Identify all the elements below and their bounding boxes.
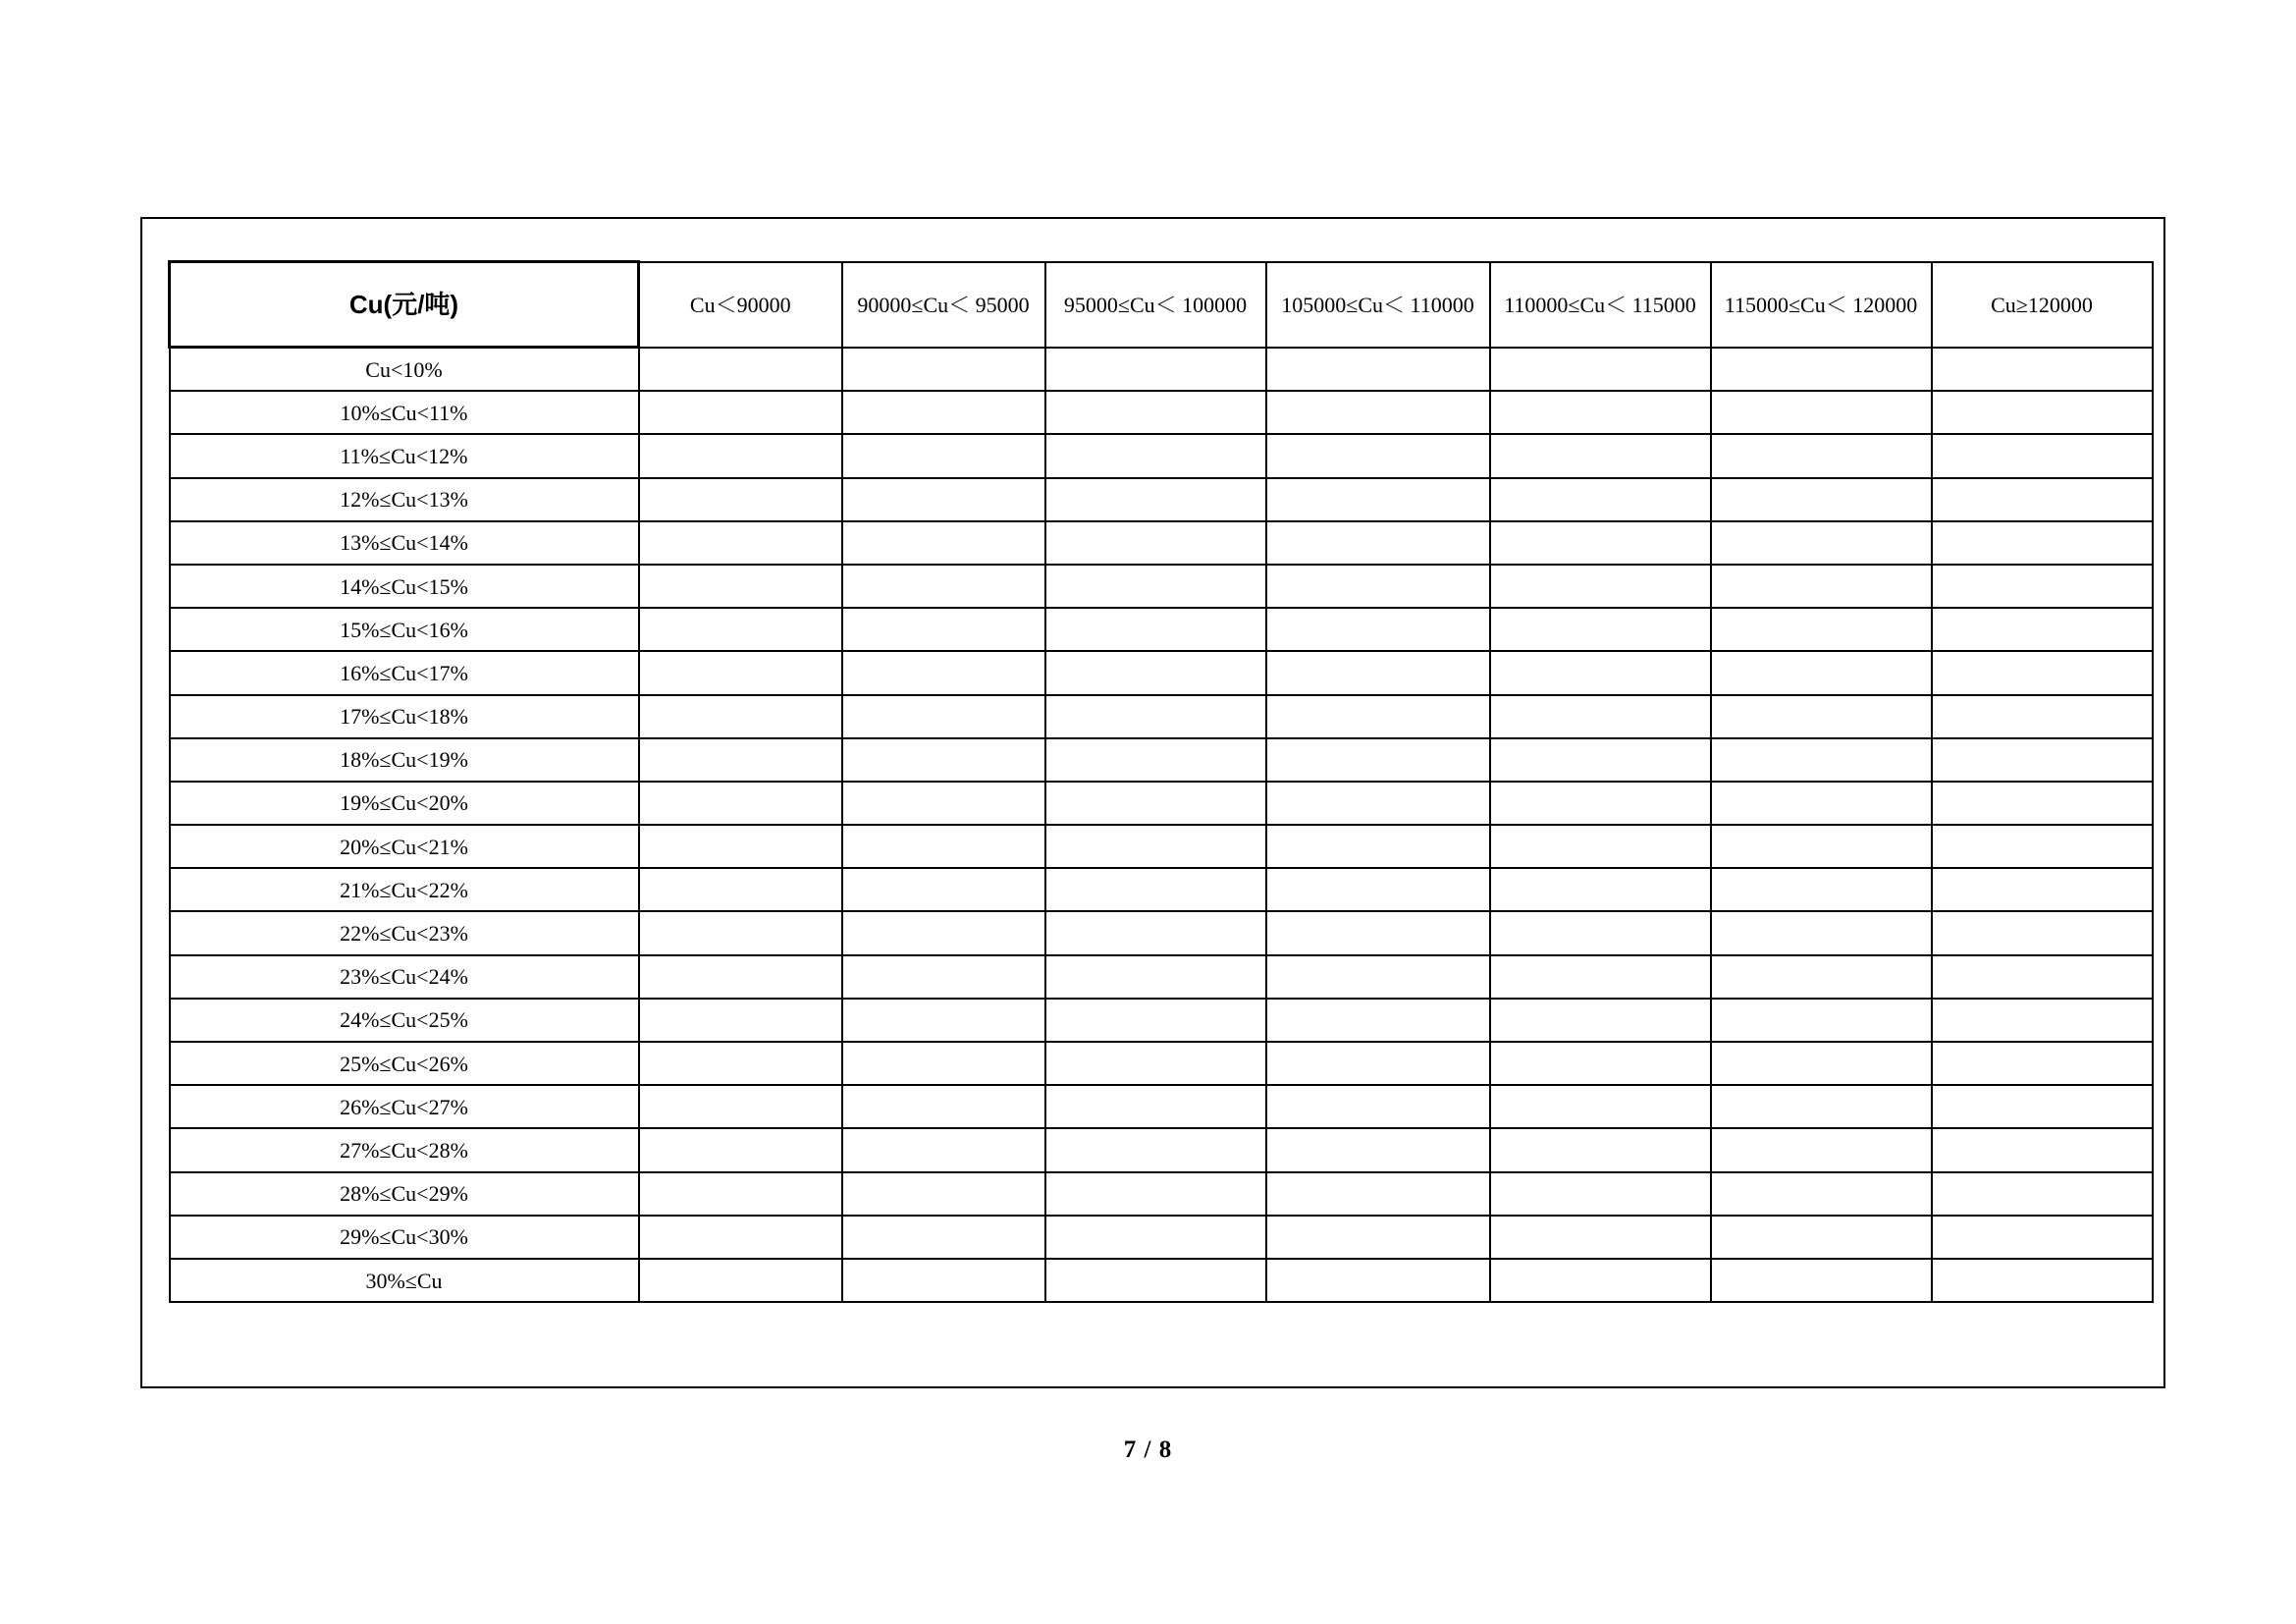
table-cell <box>1932 868 2153 911</box>
table-cell <box>1490 521 1711 565</box>
table-cell <box>1045 695 1266 738</box>
table-cell <box>1932 911 2153 954</box>
grade-row-label: 18%≤Cu<19% <box>170 738 639 782</box>
table-cell <box>1932 391 2153 434</box>
table-cell <box>1490 738 1711 782</box>
table-row <box>170 911 2153 954</box>
table-cell <box>842 955 1045 999</box>
table-cell <box>1266 1216 1490 1259</box>
table-row <box>170 391 2153 434</box>
table-row <box>170 868 2153 911</box>
table-cell <box>1490 911 1711 954</box>
table-cell <box>842 911 1045 954</box>
table-cell <box>842 782 1045 825</box>
table-cell <box>1045 738 1266 782</box>
table-cell <box>1266 911 1490 954</box>
table-cell <box>1490 651 1711 694</box>
grade-row-label: 22%≤Cu<23% <box>170 911 639 954</box>
table-row <box>170 955 2153 999</box>
table-cell <box>1045 955 1266 999</box>
table-cell <box>1711 1216 1932 1259</box>
table-cell <box>1045 868 1266 911</box>
table-cell <box>1932 651 2153 694</box>
table-cell <box>639 911 842 954</box>
table-cell <box>842 391 1045 434</box>
grade-row-label: 13%≤Cu<14% <box>170 521 639 565</box>
table-row <box>170 1216 2153 1259</box>
table-cell <box>1490 348 1711 392</box>
table-cell <box>639 1042 842 1085</box>
grade-row-label: 26%≤Cu<27% <box>170 1085 639 1128</box>
table-cell <box>639 782 842 825</box>
table-cell <box>1266 782 1490 825</box>
table-cell <box>1045 825 1266 868</box>
table-cell <box>1490 782 1711 825</box>
table-cell <box>1266 1172 1490 1216</box>
table-cell <box>1490 1128 1711 1171</box>
grade-row-label: 23%≤Cu<24% <box>170 955 639 999</box>
price-column-header: 105000≤Cu＜ 110000 <box>1266 262 1490 348</box>
table-cell <box>1266 1259 1490 1302</box>
table-cell <box>639 1128 842 1171</box>
table-cell <box>1045 478 1266 521</box>
table-cell <box>842 1042 1045 1085</box>
table-cell <box>842 434 1045 477</box>
table-cell <box>1266 868 1490 911</box>
table-row <box>170 1259 2153 1302</box>
grade-row-label: 21%≤Cu<22% <box>170 868 639 911</box>
price-column-header: 110000≤Cu＜ 115000 <box>1490 262 1711 348</box>
table-cell <box>1711 521 1932 565</box>
table-cell <box>1490 1042 1711 1085</box>
table-cell <box>1711 825 1932 868</box>
table-cell <box>1266 999 1490 1042</box>
grade-row-label: 19%≤Cu<20% <box>170 782 639 825</box>
table-cell <box>1711 1085 1932 1128</box>
table-cell <box>1490 608 1711 651</box>
table-row <box>170 695 2153 738</box>
table-cell <box>1932 738 2153 782</box>
table-cell <box>1490 825 1711 868</box>
table-cell <box>1045 1172 1266 1216</box>
table-cell <box>639 695 842 738</box>
table-cell <box>1045 565 1266 608</box>
table-cell <box>639 348 842 392</box>
table-cell <box>1711 434 1932 477</box>
table-cell <box>1045 782 1266 825</box>
table-cell <box>639 391 842 434</box>
table-cell <box>842 999 1045 1042</box>
table-cell <box>1932 955 2153 999</box>
grade-row-label: 24%≤Cu<25% <box>170 999 639 1042</box>
grade-row-label: 10%≤Cu<11% <box>170 391 639 434</box>
table-cell <box>842 521 1045 565</box>
table-cell <box>639 738 842 782</box>
table-cell <box>639 521 842 565</box>
grade-row-label: 16%≤Cu<17% <box>170 651 639 694</box>
table-cell <box>1266 651 1490 694</box>
table-cell <box>1932 565 2153 608</box>
table-cell <box>1932 478 2153 521</box>
grade-row-label: 15%≤Cu<16% <box>170 608 639 651</box>
table-cell <box>1932 434 2153 477</box>
table-cell <box>1711 782 1932 825</box>
grade-row-label: 20%≤Cu<21% <box>170 825 639 868</box>
table-body <box>170 348 2153 1303</box>
table-cell <box>1490 1085 1711 1128</box>
table-cell <box>1266 565 1490 608</box>
table-cell <box>1490 868 1711 911</box>
table-row <box>170 738 2153 782</box>
grade-row-label: 17%≤Cu<18% <box>170 695 639 738</box>
table-row <box>170 1042 2153 1085</box>
table-cell <box>639 999 842 1042</box>
table-cell <box>1490 1259 1711 1302</box>
table-cell <box>1045 608 1266 651</box>
page-number: 7 / 8 <box>1123 1436 1173 1463</box>
table-row <box>170 825 2153 868</box>
table-cell <box>1045 434 1266 477</box>
table-cell <box>1490 1216 1711 1259</box>
table-cell <box>1045 391 1266 434</box>
copper-price-grade-table <box>168 260 2154 1303</box>
table-cell <box>1711 1128 1932 1171</box>
table-cell <box>842 825 1045 868</box>
table-cell <box>1266 521 1490 565</box>
table-cell <box>1045 1085 1266 1128</box>
table-cell <box>842 565 1045 608</box>
table-cell <box>1932 1259 2153 1302</box>
table-cell <box>1490 695 1711 738</box>
table-cell <box>1711 608 1932 651</box>
table-cell <box>639 868 842 911</box>
grade-row-label: 14%≤Cu<15% <box>170 565 639 608</box>
table-cell <box>1490 478 1711 521</box>
table-cell <box>1045 348 1266 392</box>
table-cell <box>639 608 842 651</box>
table-cell <box>1045 1259 1266 1302</box>
table-row <box>170 1172 2153 1216</box>
table-row <box>170 521 2153 565</box>
table-cell <box>1490 955 1711 999</box>
price-column-header: 95000≤Cu＜ 100000 <box>1045 262 1266 348</box>
table-cell <box>1266 434 1490 477</box>
table-row <box>170 999 2153 1042</box>
grade-row-label: 29%≤Cu<30% <box>170 1216 639 1259</box>
table-cell <box>1045 911 1266 954</box>
table-cell <box>1711 738 1932 782</box>
table-cell <box>639 1216 842 1259</box>
table-row <box>170 608 2153 651</box>
grade-row-label: 28%≤Cu<29% <box>170 1172 639 1216</box>
table-row <box>170 434 2153 477</box>
table-cell <box>842 1128 1045 1171</box>
table-row <box>170 651 2153 694</box>
table-cell <box>1932 999 2153 1042</box>
table-cell <box>639 478 842 521</box>
table-cell <box>1932 1216 2153 1259</box>
table-cell <box>1490 999 1711 1042</box>
table-cell <box>842 1172 1045 1216</box>
table-cell <box>1490 391 1711 434</box>
table-cell <box>1932 825 2153 868</box>
table-cell <box>842 478 1045 521</box>
table-cell <box>842 868 1045 911</box>
table-cell <box>639 565 842 608</box>
table-cell <box>1711 911 1932 954</box>
table-row <box>170 1128 2153 1171</box>
table-cell <box>1045 999 1266 1042</box>
table-cell <box>1266 478 1490 521</box>
table-cell <box>1711 565 1932 608</box>
table-cell <box>639 955 842 999</box>
corner-header: Cu(元/吨) <box>170 262 639 348</box>
table-row <box>170 1085 2153 1128</box>
price-column-header: Cu≥120000 <box>1932 262 2153 348</box>
table-cell <box>1932 1042 2153 1085</box>
table-cell <box>639 651 842 694</box>
table-cell <box>639 1085 842 1128</box>
table-cell <box>1266 348 1490 392</box>
table-cell <box>1266 825 1490 868</box>
table-cell <box>1711 1259 1932 1302</box>
table-cell <box>1045 1128 1266 1171</box>
table-cell <box>639 1172 842 1216</box>
table-cell <box>1711 999 1932 1042</box>
table-cell <box>842 738 1045 782</box>
table-cell <box>1711 391 1932 434</box>
table-cell <box>1932 1172 2153 1216</box>
table-cell <box>1266 1085 1490 1128</box>
table-cell <box>1711 955 1932 999</box>
table-cell <box>1711 1042 1932 1085</box>
table-cell <box>1266 955 1490 999</box>
table-cell <box>1045 521 1266 565</box>
table-row <box>170 348 2153 392</box>
grade-row-label: 12%≤Cu<13% <box>170 478 639 521</box>
grade-row-label: 30%≤Cu <box>170 1259 639 1302</box>
table-cell <box>1045 1042 1266 1085</box>
table-cell <box>1490 1172 1711 1216</box>
price-column-header: 115000≤Cu＜ 120000 <box>1711 262 1932 348</box>
grade-row-label: 25%≤Cu<26% <box>170 1042 639 1085</box>
table-cell <box>1266 738 1490 782</box>
table-cell <box>1711 868 1932 911</box>
table-cell <box>1711 1172 1932 1216</box>
table-cell <box>1932 695 2153 738</box>
table-cell <box>639 434 842 477</box>
table-cell <box>1266 695 1490 738</box>
table-cell <box>639 825 842 868</box>
table-cell <box>1045 1216 1266 1259</box>
table-cell <box>1932 521 2153 565</box>
table-cell <box>1045 651 1266 694</box>
grade-row-label: 11%≤Cu<12% <box>170 434 639 477</box>
price-column-header: 90000≤Cu＜ 95000 <box>842 262 1045 348</box>
table-cell <box>1932 1085 2153 1128</box>
table-cell <box>842 608 1045 651</box>
price-column-header: Cu＜90000 <box>639 262 842 348</box>
table-row <box>170 565 2153 608</box>
grade-row-label: 27%≤Cu<28% <box>170 1128 639 1171</box>
table-cell <box>1266 1042 1490 1085</box>
table-cell <box>842 651 1045 694</box>
table-cell <box>842 695 1045 738</box>
table-cell <box>1711 651 1932 694</box>
table-cell <box>1490 434 1711 477</box>
table-row <box>170 782 2153 825</box>
table-cell <box>1266 391 1490 434</box>
table-cell <box>842 1085 1045 1128</box>
table-cell <box>842 1216 1045 1259</box>
table-cell <box>1711 478 1932 521</box>
table-cell <box>1490 565 1711 608</box>
table-cell <box>1266 1128 1490 1171</box>
table-cell <box>1711 695 1932 738</box>
table-cell <box>842 1259 1045 1302</box>
table-cell <box>639 1259 842 1302</box>
grade-row-label: Cu<10% <box>170 348 639 392</box>
table-row <box>170 478 2153 521</box>
table-cell <box>1932 782 2153 825</box>
table-cell <box>1266 608 1490 651</box>
header-row <box>170 262 2153 348</box>
table-cell <box>1932 348 2153 392</box>
table-cell <box>842 348 1045 392</box>
table-cell <box>1932 608 2153 651</box>
table-cell <box>1711 348 1932 392</box>
table-cell <box>1932 1128 2153 1171</box>
